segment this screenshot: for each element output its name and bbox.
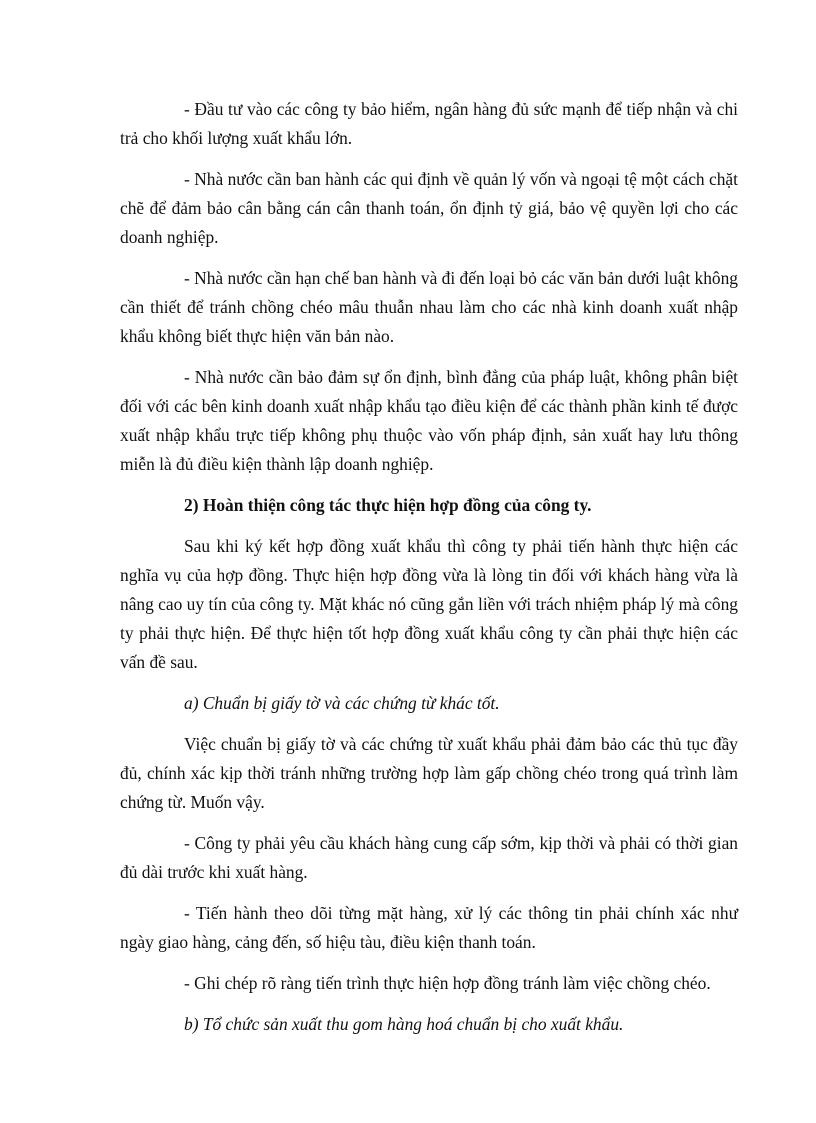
paragraph-record-progress: - Ghi chép rõ ràng tiến trình thực hiện hợp đồng tránh làm việc chồng chéo. (184, 973, 711, 993)
document-page (120, 95, 738, 1051)
paragraph-limit-sublaw-documents: - Nhà nước cần hạn chế ban hành và đi đến loại bỏ các văn bản dưới luật không cần thiết để tránh chồng chéo mâu thuẫn nhau làm cho các nhà kinh doanh xuất nhập khẩu không biết thực hiện văn bản nào. (120, 268, 738, 346)
subheading-prepare-documents: a) Chuẩn bị giấy tờ và các chứng từ khác tốt. (184, 693, 500, 713)
section-heading-contract-execution: 2) Hoàn thiện công tác thực hiện hợp đồng của công ty. (184, 495, 592, 515)
paragraph-contract-obligations: Sau khi ký kết hợp đồng xuất khẩu thì công ty phải tiến hành thực hiện các nghĩa vụ của hợp đồng. Thực hiện hợp đồng vừa là lòng tin đối với khách hàng vừa là nâng cao uy tín của công ty. Mặt khác nó cũng gắn liền với trách nhiệm pháp lý mà công ty phải thực hiện. Để thực hiện tốt hợp đồng xuất khẩu công ty cần phải thực hiện các vấn đề sau. (120, 536, 738, 672)
paragraph-track-goods: - Tiến hành theo dõi từng mặt hàng, xử lý các thông tin phải chính xác như ngày giao hàng, cảng đến, số hiệu tàu, điều kiện thanh toán. (120, 903, 738, 952)
paragraph-document-preparation: Việc chuẩn bị giấy tờ và các chứng từ xuất khẩu phải đảm bảo các thủ tục đầy đủ, chính xác kịp thời tránh những trường hợp làm gấp chồng chéo trong quá trình làm chứng từ. Muốn vậy. (120, 734, 738, 812)
paragraph-legal-stability: - Nhà nước cần bảo đảm sự ổn định, bình đẳng của pháp luật, không phân biệt đối với các bên kinh doanh xuất nhập khẩu tạo điều kiện để các thành phần kinh tế được xuất nhập khẩu trực tiếp không phụ thuộc vào vốn pháp định, sản xuất hay lưu thông miễn là đủ điều kiện thành lập doanh nghiệp. (120, 367, 738, 474)
paragraph-investment-insurance: - Đầu tư vào các công ty bảo hiểm, ngân hàng đủ sức mạnh để tiếp nhận và chi trả cho khối lượng xuất khẩu lớn. (120, 99, 738, 148)
paragraph-capital-regulation: - Nhà nước cần ban hành các qui định về quản lý vốn và ngoại tệ một cách chặt chẽ để đảm bảo cân bằng cán cân thanh toán, ổn định tỷ giá, bảo vệ quyền lợi cho các doanh nghiệp. (120, 169, 738, 247)
paragraph-customer-supply: - Công ty phải yêu cầu khách hàng cung cấp sớm, kịp thời và phải có thời gian đủ dài trước khi xuất hàng. (120, 833, 738, 882)
subheading-organize-production: b) Tổ chức sản xuất thu gom hàng hoá chuẩn bị cho xuất khẩu. (184, 1014, 624, 1034)
